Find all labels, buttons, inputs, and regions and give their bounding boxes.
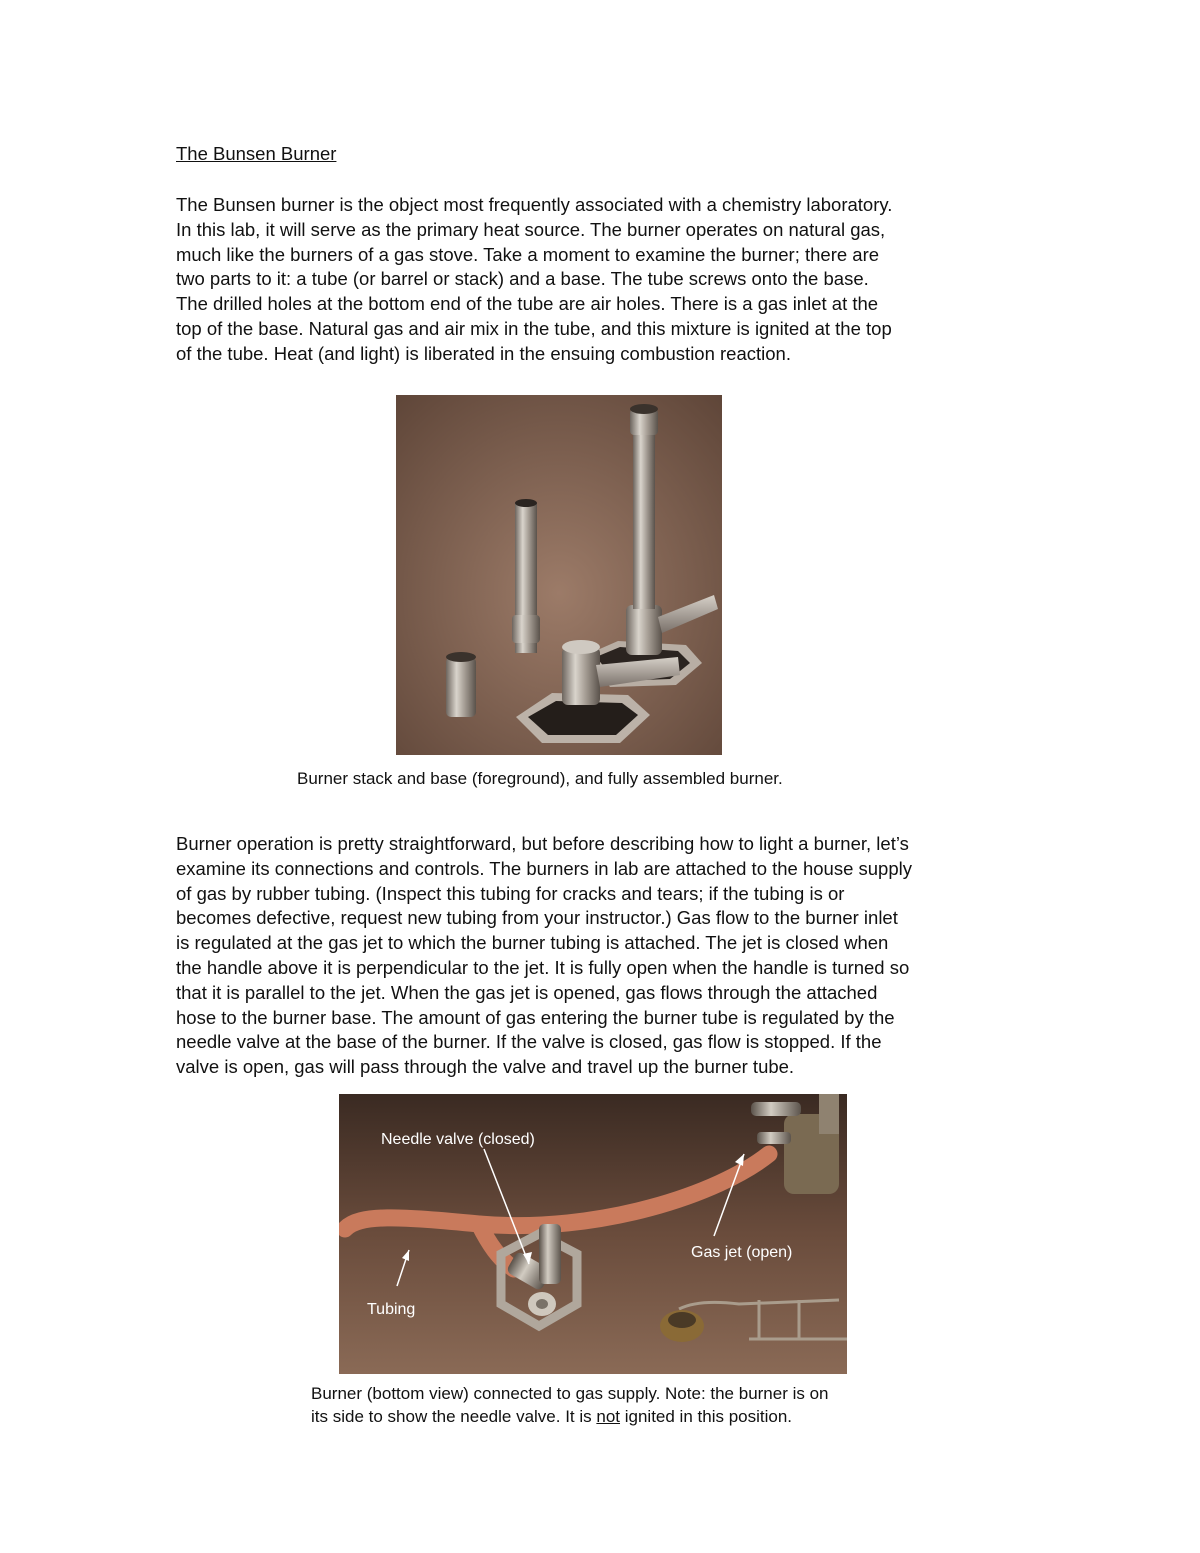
caption-text: ignited in this position. xyxy=(620,1407,793,1426)
operation-line: needle valve at the base of the burner. If the valve is closed, gas flow is stopped. If the xyxy=(176,1031,882,1053)
caption-text: Burner stack and base (foreground), and fully assembled burner. xyxy=(297,769,783,788)
caption-line: Burner (bottom view) connected to gas supply. Note: the burner is on xyxy=(311,1384,829,1403)
intro-line: two parts to it: a tube (or barrel or stack) and a base. The tube screws onto the base. xyxy=(176,268,869,290)
gas-jet-label: Gas jet (open) xyxy=(691,1244,793,1261)
intro-line: top of the base. Natural gas and air mix in the tube, and this mixture is ignited at the top xyxy=(176,317,892,339)
caption-line xyxy=(311,1405,829,1428)
intro-line: In this lab, it will serve as the primary heat source. The burner operates on natural gas, xyxy=(176,218,886,240)
operation-line: examine its connections and controls. The burners in lab are attached to the house supply xyxy=(176,857,912,879)
intro-line: The drilled holes at the bottom end of the tube are air holes. There is a gas inlet at the xyxy=(176,293,879,315)
photo2-caption xyxy=(311,1382,829,1428)
photo1-caption xyxy=(297,767,783,790)
intro-paragraph xyxy=(176,193,1056,367)
operation-paragraph xyxy=(176,832,1056,1080)
emphasis-not: not xyxy=(596,1407,621,1426)
burner-parts-photo xyxy=(396,395,722,755)
intro-line: The Bunsen burner is the object most frequently associated with a chemistry laboratory. xyxy=(176,194,893,215)
operation-line: is regulated at the gas jet to which the burner tubing is attached. The jet is closed when xyxy=(176,932,889,954)
operation-line: Burner operation is pretty straightforward, but before describing how to light a burner, let’s xyxy=(176,833,909,854)
operation-line: that it is parallel to the jet. When the gas jet is opened, gas flows through the attached xyxy=(176,981,878,1003)
page-title: The Bunsen Burner xyxy=(176,143,337,164)
needle-valve-label: Needle valve (closed) xyxy=(381,1131,535,1148)
gas-supply-photo xyxy=(339,1094,847,1374)
operation-line: valve is open, gas will pass through the valve and travel up the burner tube. xyxy=(176,1056,795,1078)
caption-text: its side to show the needle valve. It is xyxy=(311,1407,597,1426)
intro-line: much like the burners of a gas stove. Take a moment to examine the burner; there are xyxy=(176,243,880,265)
operation-line: becomes defective, request new tubing from your instructor.) Gas flow to the burner inlet xyxy=(176,907,898,929)
operation-line: of gas by rubber tubing. (Inspect this tubing for cracks and tears; if the tubing is or xyxy=(176,882,845,904)
tubing-label: Tubing xyxy=(367,1301,416,1318)
operation-line: the handle above it is perpendicular to the jet. It is fully open when the handle is turned so xyxy=(176,956,910,978)
operation-line: hose to the burner base. The amount of gas entering the burner tube is regulated by the xyxy=(176,1006,895,1028)
intro-line: of the tube. Heat (and light) is liberated in the ensuing combustion reaction. xyxy=(176,342,791,364)
